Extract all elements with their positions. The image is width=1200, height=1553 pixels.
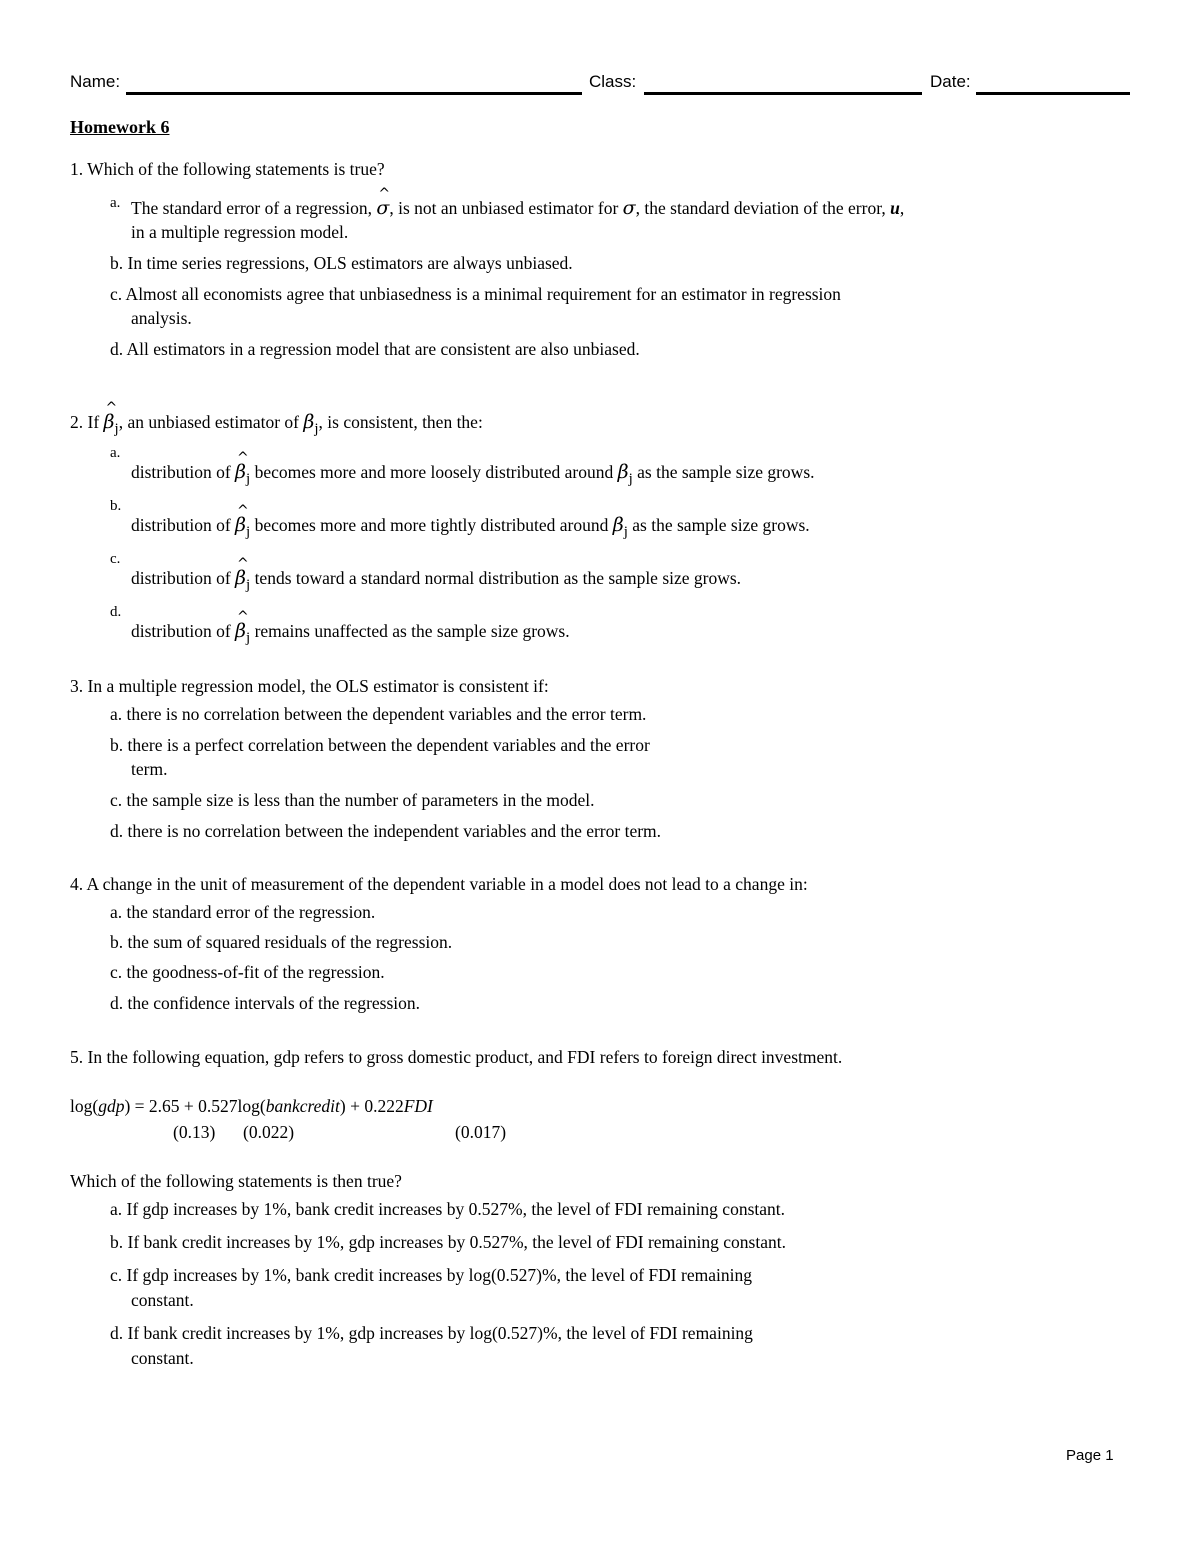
q2-stem-text2: , an unbiased estimator of: [118, 412, 304, 432]
q2-d-post: remains unaffected as the sample size grows.: [250, 621, 570, 641]
q2-stem-text1: 2. If: [70, 412, 104, 432]
subscript-j: j: [628, 471, 633, 487]
q2-option-d: [131, 609, 570, 646]
q2-d-letter: d.: [110, 604, 122, 620]
sigma-hat-symbol: [376, 186, 391, 219]
q5-option-c: c. If gdp increases by 1%, bank credit increases by log(0.527)%, the level of FDI remaining: [110, 1265, 752, 1285]
q2-c-post: tends toward a standard normal distribution as the sample size grows.: [250, 568, 742, 588]
q1-a-text4: ,: [899, 198, 905, 218]
eq-log: log(: [70, 1096, 99, 1116]
beta-symbol: β: [235, 461, 247, 483]
date-label: Date:: [930, 72, 971, 91]
q3-option-b-line2: term.: [131, 759, 168, 779]
sigma-symbol: σ: [622, 197, 636, 219]
eq-fdi: FDI: [403, 1096, 433, 1116]
q2-c-pre: distribution of: [131, 568, 236, 588]
hat-icon: ^: [237, 450, 249, 466]
beta-symbol: β: [612, 514, 624, 536]
q2-a-post: becomes more and more loosely distributed around: [250, 462, 618, 482]
q2-a-pre: distribution of: [131, 462, 236, 482]
error-u: u: [890, 198, 900, 218]
q1-option-c-line2: analysis.: [131, 308, 192, 328]
q2-b-pre: distribution of: [131, 515, 236, 535]
q5-option-a: a. If gdp increases by 1%, bank credit increases by 0.527%, the level of FDI remaining constant.: [110, 1199, 785, 1219]
q3-stem: 3. In a multiple regression model, the OLS estimator is consistent if:: [70, 676, 549, 696]
q2-c-letter: c.: [110, 551, 121, 567]
q3-option-b: b. there is a perfect correlation between the dependent variables and the error: [110, 735, 650, 755]
date-field[interactable]: [976, 92, 1130, 95]
q4-option-a: a. the standard error of the regression.: [110, 902, 376, 922]
subscript-j: j: [246, 524, 251, 540]
beta-hat-symbol: [103, 400, 118, 433]
q5-option-d: d. If bank credit increases by 1%, gdp increases by log(0.527)%, the level of FDI remaining: [110, 1323, 753, 1343]
page-title: Homework 6: [70, 117, 170, 137]
q1-stem: 1. Which of the following statements is true?: [70, 159, 385, 179]
q4-stem: 4. A change in the unit of measurement of the dependent variable in a model does not lead to a change in:: [70, 874, 808, 894]
beta-hat-symbol: [235, 609, 249, 642]
subscript-j: j: [246, 577, 251, 593]
q2-option-a: [131, 450, 815, 487]
q1-option-a-line2: in a multiple regression model.: [131, 222, 349, 242]
q1-option-b: b. In time series regressions, OLS estimators are always unbiased.: [110, 253, 573, 273]
se-intercept: (0.13): [173, 1122, 216, 1142]
hat-icon: ^: [237, 609, 249, 625]
eq-mid1: ) = 2.65 + 0.527log(: [124, 1096, 266, 1116]
q4-option-b: b. the sum of squared residuals of the regression.: [110, 932, 453, 952]
q2-stem: [70, 400, 483, 437]
q3-option-d: d. there is no correlation between the independent variables and the error term.: [110, 821, 662, 841]
q2-option-b: [131, 503, 810, 540]
beta-symbol: β: [235, 567, 247, 589]
q3-option-a: a. there is no correlation between the dependent variables and the error term.: [110, 704, 647, 724]
q2-option-c: [131, 556, 742, 593]
hat-icon: ^: [105, 400, 118, 416]
hat-icon: ^: [378, 186, 391, 202]
q1-option-c: c. Almost all economists agree that unbiasedness is a minimal requirement for an estimator in regression: [110, 284, 841, 304]
subscript-j: j: [314, 421, 319, 437]
q2-b-post: becomes more and more tightly distributed around: [250, 515, 613, 535]
name-field[interactable]: [126, 92, 582, 95]
q1-a-text2: , is not an unbiased estimator for: [389, 198, 623, 218]
se-fdi: (0.017): [455, 1122, 507, 1142]
hat-icon: ^: [237, 556, 249, 572]
beta-symbol: β: [235, 620, 247, 642]
form-header: [70, 70, 1130, 96]
q1-a-letter: a.: [110, 195, 121, 211]
q1-option-a: [131, 186, 905, 219]
page-number: Page 1: [1066, 1447, 1114, 1464]
q2-d-pre: distribution of: [131, 621, 236, 641]
q1-option-d: d. All estimators in a regression model that are consistent are also unbiased.: [110, 339, 640, 359]
beta-hat-symbol: [235, 556, 249, 589]
regression-equation: [70, 1095, 433, 1117]
subscript-j: j: [246, 471, 251, 487]
q2-stem-text3: , is consistent, then the:: [318, 412, 483, 432]
subscript-j: j: [114, 421, 119, 437]
eq-gdp: gdp: [98, 1096, 125, 1116]
q2-a-letter: a.: [110, 445, 121, 461]
beta-hat-symbol: [235, 450, 249, 483]
q4-option-c: c. the goodness-of-fit of the regression.: [110, 962, 385, 982]
q2-b-tail: as the sample size grows.: [627, 515, 810, 535]
class-field[interactable]: [644, 92, 922, 95]
class-label: Class:: [589, 72, 637, 91]
eq-mid2: ) + 0.222: [339, 1096, 404, 1116]
q2-a-tail: as the sample size grows.: [632, 462, 815, 482]
beta-symbol: β: [103, 411, 115, 433]
q3-option-c: c. the sample size is less than the number of parameters in the model.: [110, 790, 595, 810]
q5-option-b: b. If bank credit increases by 1%, gdp increases by 0.527%, the level of FDI remaining constant.: [110, 1232, 786, 1252]
q5-stem: 5. In the following equation, gdp refers to gross domestic product, and FDI refers to foreign direct investment.: [70, 1047, 843, 1067]
eq-bankcredit: bankcredit: [265, 1096, 340, 1116]
subscript-j: j: [623, 524, 628, 540]
q1-a-text1: The standard error of a regression,: [131, 198, 377, 218]
sigma-symbol: σ: [376, 197, 390, 219]
hat-icon: ^: [237, 503, 249, 519]
q5-question: Which of the following statements is then true?: [70, 1171, 402, 1191]
q1-a-text3: , the standard deviation of the error,: [635, 198, 891, 218]
name-label: Name:: [70, 72, 121, 91]
subscript-j: j: [246, 630, 251, 646]
beta-symbol: β: [235, 514, 247, 536]
q2-b-letter: b.: [110, 498, 122, 514]
beta-hat-symbol: [235, 503, 249, 536]
q5-option-d-line2: constant.: [131, 1348, 194, 1368]
beta-symbol: β: [303, 411, 315, 433]
se-bankcredit: (0.022): [243, 1122, 295, 1142]
beta-symbol: β: [617, 461, 629, 483]
q5-option-c-line2: constant.: [131, 1290, 194, 1310]
q4-option-d: d. the confidence intervals of the regression.: [110, 993, 421, 1013]
